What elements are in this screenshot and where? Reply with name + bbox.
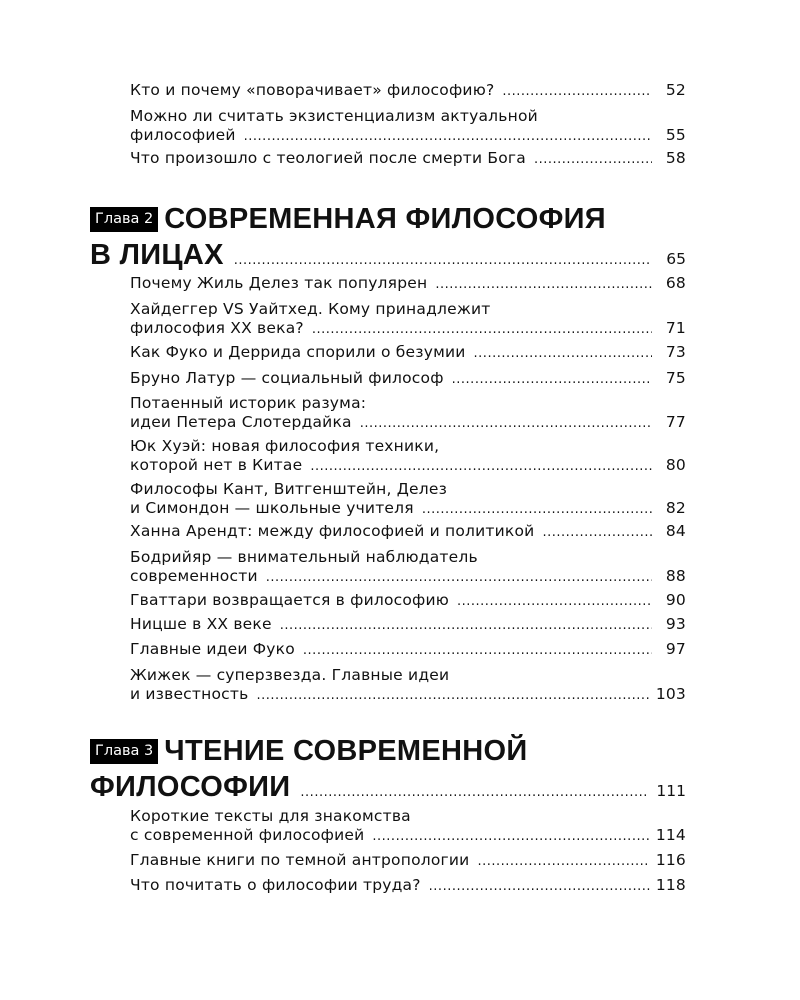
entry-title: Кто и почему «поворачивает» философию? [130,81,495,99]
entry-title: Что почитать о философии труда? [130,876,421,894]
leader-dots [303,641,652,660]
leader-dots [280,616,652,635]
entry-title: Главные книги по темной антропологии [130,851,470,869]
leader-dots [312,320,652,339]
chapter-title-cont: ФИЛОСОФИИ [90,771,291,803]
page-number: 97 [665,640,686,658]
leader-dots [300,785,648,800]
entry-title-cont: современности [130,567,258,585]
toc-entry[interactable] [130,369,686,389]
leader-dots [422,500,652,519]
page-number: 116 [655,851,686,869]
leader-dots [256,686,649,705]
entry-title-cont: и известность [130,685,249,703]
toc-entry[interactable] [130,591,686,611]
leader-dots [360,414,652,433]
entry-title: Хайдеггер VS Уайтхед. Кому принадлежит [130,300,491,318]
toc-entry[interactable] [130,107,686,146]
leader-dots [435,275,652,294]
chapter-2-heading[interactable] [90,199,686,275]
page-number: 58 [665,149,686,167]
toc-entry[interactable] [130,807,686,846]
leader-dots [429,877,650,896]
toc-entry[interactable] [130,876,686,896]
entry-title-cont: философией [130,126,236,144]
leader-dots [452,370,652,389]
toc-entry[interactable] [130,522,686,542]
leader-dots [502,82,652,101]
toc-entry[interactable] [130,394,686,433]
entry-title: Юк Хуэй: новая философия техники, [130,437,440,455]
page-number: 73 [665,343,686,361]
page-number: 82 [665,499,686,517]
leader-dots [474,344,652,363]
toc-entry[interactable] [130,480,686,519]
page-number: 103 [655,685,686,703]
entry-title: Короткие тексты для знакомства [130,807,411,825]
chapter-title: СОВРЕМЕННАЯ ФИЛОСОФИЯ [164,202,606,235]
page-number: 88 [665,567,686,585]
leader-dots [372,827,649,846]
entry-title: Философы Кант, Витгенштейн, Делез [130,480,448,498]
entry-title: Гваттари возвращается в философию [130,591,450,609]
toc-entry[interactable] [130,149,686,169]
leader-dots [457,592,652,611]
toc-entry[interactable] [130,300,686,339]
page-number: 114 [655,826,686,844]
toc-entry[interactable] [130,548,686,587]
chapter-title: ЧТЕНИЕ СОВРЕМЕННОЙ [164,734,528,767]
leader-dots [234,253,650,268]
page-number: 80 [665,456,686,474]
page-number: 71 [665,319,686,337]
chapter-title-cont: В ЛИЦАХ [90,239,224,271]
toc-entry[interactable] [130,851,686,871]
entry-title: Бодрийяр — внимательный наблюдатель [130,548,478,566]
page-number: 93 [665,615,686,633]
entry-title: Что произошло с теологией после смерти Бога [130,149,526,167]
page-number: 65 [666,250,686,268]
page-number: 90 [665,591,686,609]
page-number: 75 [665,369,686,387]
page-number: 68 [665,274,686,292]
entry-title: Как Фуко и Деррида спорили о безумии [130,343,466,361]
toc-entry[interactable] [130,437,686,476]
entry-title-cont: которой нет в Китае [130,456,303,474]
chapter-3-heading[interactable] [90,731,686,807]
leader-dots [310,457,652,476]
entry-title-cont: идеи Петера Слотердайка [130,413,352,431]
entry-title: Жижек — суперзвезда. Главные идеи [130,666,450,684]
entry-title: Почему Жиль Делез так популярен [130,274,428,292]
entry-title: Бруно Латур — социальный философ [130,369,444,387]
leader-dots [534,150,652,169]
leader-dots [477,852,649,871]
page-number: 84 [665,522,686,540]
page-number: 52 [665,81,686,99]
toc-entry[interactable] [130,81,686,101]
chapter-badge: Глава 2 [90,207,158,232]
toc-entry[interactable] [130,666,686,705]
entry-title: Ханна Арендт: между философией и политикой [130,522,535,540]
toc-entry[interactable] [130,640,686,660]
toc-entry[interactable] [130,274,686,294]
leader-dots [266,568,652,587]
page-number: 77 [665,413,686,431]
leader-dots [542,523,652,542]
entry-title-cont: с современной философией [130,826,365,844]
entry-title: Ницше в XX веке [130,615,272,633]
entry-title-cont: и Симондон — школьные учителя [130,499,414,517]
entry-title: Главные идеи Фуко [130,640,295,658]
page-number: 55 [665,126,686,144]
entry-title: Можно ли считать экзистенциализм актуальной [130,107,538,125]
chapter-badge: Глава 3 [90,739,158,764]
page-number: 111 [656,782,686,800]
toc-entry[interactable] [130,343,686,363]
entry-title-cont: философия XX века? [130,319,304,337]
leader-dots [244,127,652,146]
toc-entry[interactable] [130,615,686,635]
page-number: 118 [655,876,686,894]
entry-title: Потаенный историк разума: [130,394,367,412]
